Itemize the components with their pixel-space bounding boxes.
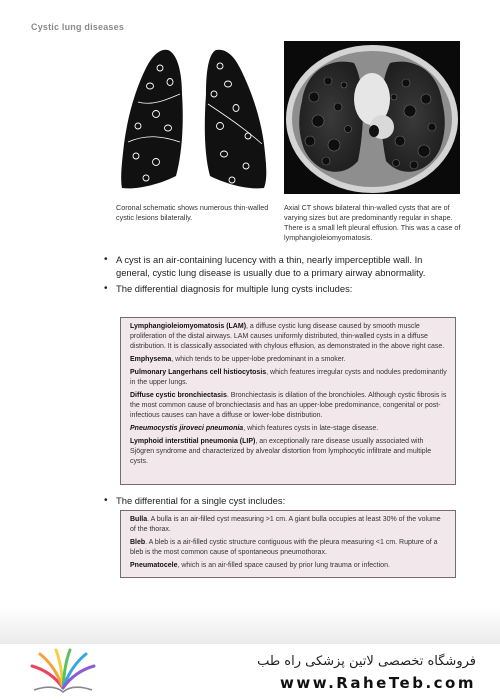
schematic-caption: Coronal schematic shows numerous thin-walled cystic lesions bilaterally. [116, 203, 269, 222]
right-lung-silhouette [121, 50, 183, 189]
bullet-multiple-cysts [104, 283, 456, 296]
footer-banner [0, 644, 500, 700]
open-book-logo-icon [28, 648, 98, 694]
bullet-text: A cyst is an air-containing lucency with a thin, nearly imperceptible wall. In general, cystic lung disease is usually due to a primary airway abnormality. [116, 254, 426, 278]
bullet-dot-icon: • [104, 283, 108, 294]
bullet-cyst-definition [104, 254, 456, 279]
bullet-text: The differential for a single cyst includes: [116, 495, 286, 506]
list-item: Pulmonary Langerhans cell histiocytosis, which features irregular cysts and nodules predominantly in the upper lungs. [130, 369, 447, 386]
bullet-dot-icon: • [104, 254, 108, 265]
list-item: Lymphoid interstitial pneumonia (LIP), an exceptionally rare disease usually associated with Sjögren syndrome and characterized by alveolar distortion from lymphocytic infiltrate and multiple cysts. [130, 438, 432, 465]
list-item: Pneumocystis jiroveci pneumonia, which features cysts in late-stage disease. [130, 425, 379, 432]
store-url-link[interactable]: www.RaheTeb.com [279, 674, 476, 692]
running-head: Cystic lung diseases [31, 22, 125, 32]
lung-schematic-figure [116, 44, 272, 194]
list-item: Bulla. A bulla is an air-filled cyst measuring >1 cm. A giant bulla occupies at least 30% of the volume of the thorax. [130, 516, 441, 533]
list-item: Pneumatocele, which is an air-filled space caused by prior lung trauma or infection. [130, 562, 390, 569]
multiple-cysts-box [120, 317, 456, 485]
list-item: Bleb. A bleb is a air-filled cystic structure contiguous with the pleura measuring <1 cm. Rupture of a bleb is the most common cause of spontaneous pneumothorax. [130, 539, 438, 556]
left-lung-silhouette [205, 50, 267, 189]
list-item: Emphysema, which tends to be upper-lobe predominant in a smoker. [130, 356, 346, 363]
axial-ct-image [284, 41, 460, 194]
bullet-dot-icon: • [104, 495, 108, 506]
ct-caption: Axial CT shows bilateral thin-walled cysts that are of varying sizes but are predominantly regular in shape. There is a small left pleural effusion. This was a case of lymphangioleiomyomatosis. [284, 203, 461, 242]
list-item: Lymphangioleiomyomatosis (LAM), a diffuse cystic lung disease caused by smooth muscle proliferation of the distal airways. LAM causes uniformly distributed, thin-walled cysts in a diffuse distribution. It is classically associated with chylous effusion, as demonstrated in the above right case. [130, 323, 445, 350]
bullet-single-cyst [104, 495, 456, 508]
single-cyst-box [120, 510, 456, 578]
bullet-text: The differential diagnosis for multiple lung cysts includes: [116, 283, 353, 294]
store-name: فروشگاه تخصصی لاتین پزشکی راه طب [257, 654, 476, 669]
page-edge-shadow [0, 608, 500, 644]
list-item: Diffuse cystic bronchiectasis. Bronchiectasis is dilation of the bronchioles. Although cystic fibrosis is the most common cause of bronchiectasis and has an upper-lobe predominance, congenital or post-infectious causes can have a diffuse or lower-lobe distribution. [130, 392, 447, 419]
